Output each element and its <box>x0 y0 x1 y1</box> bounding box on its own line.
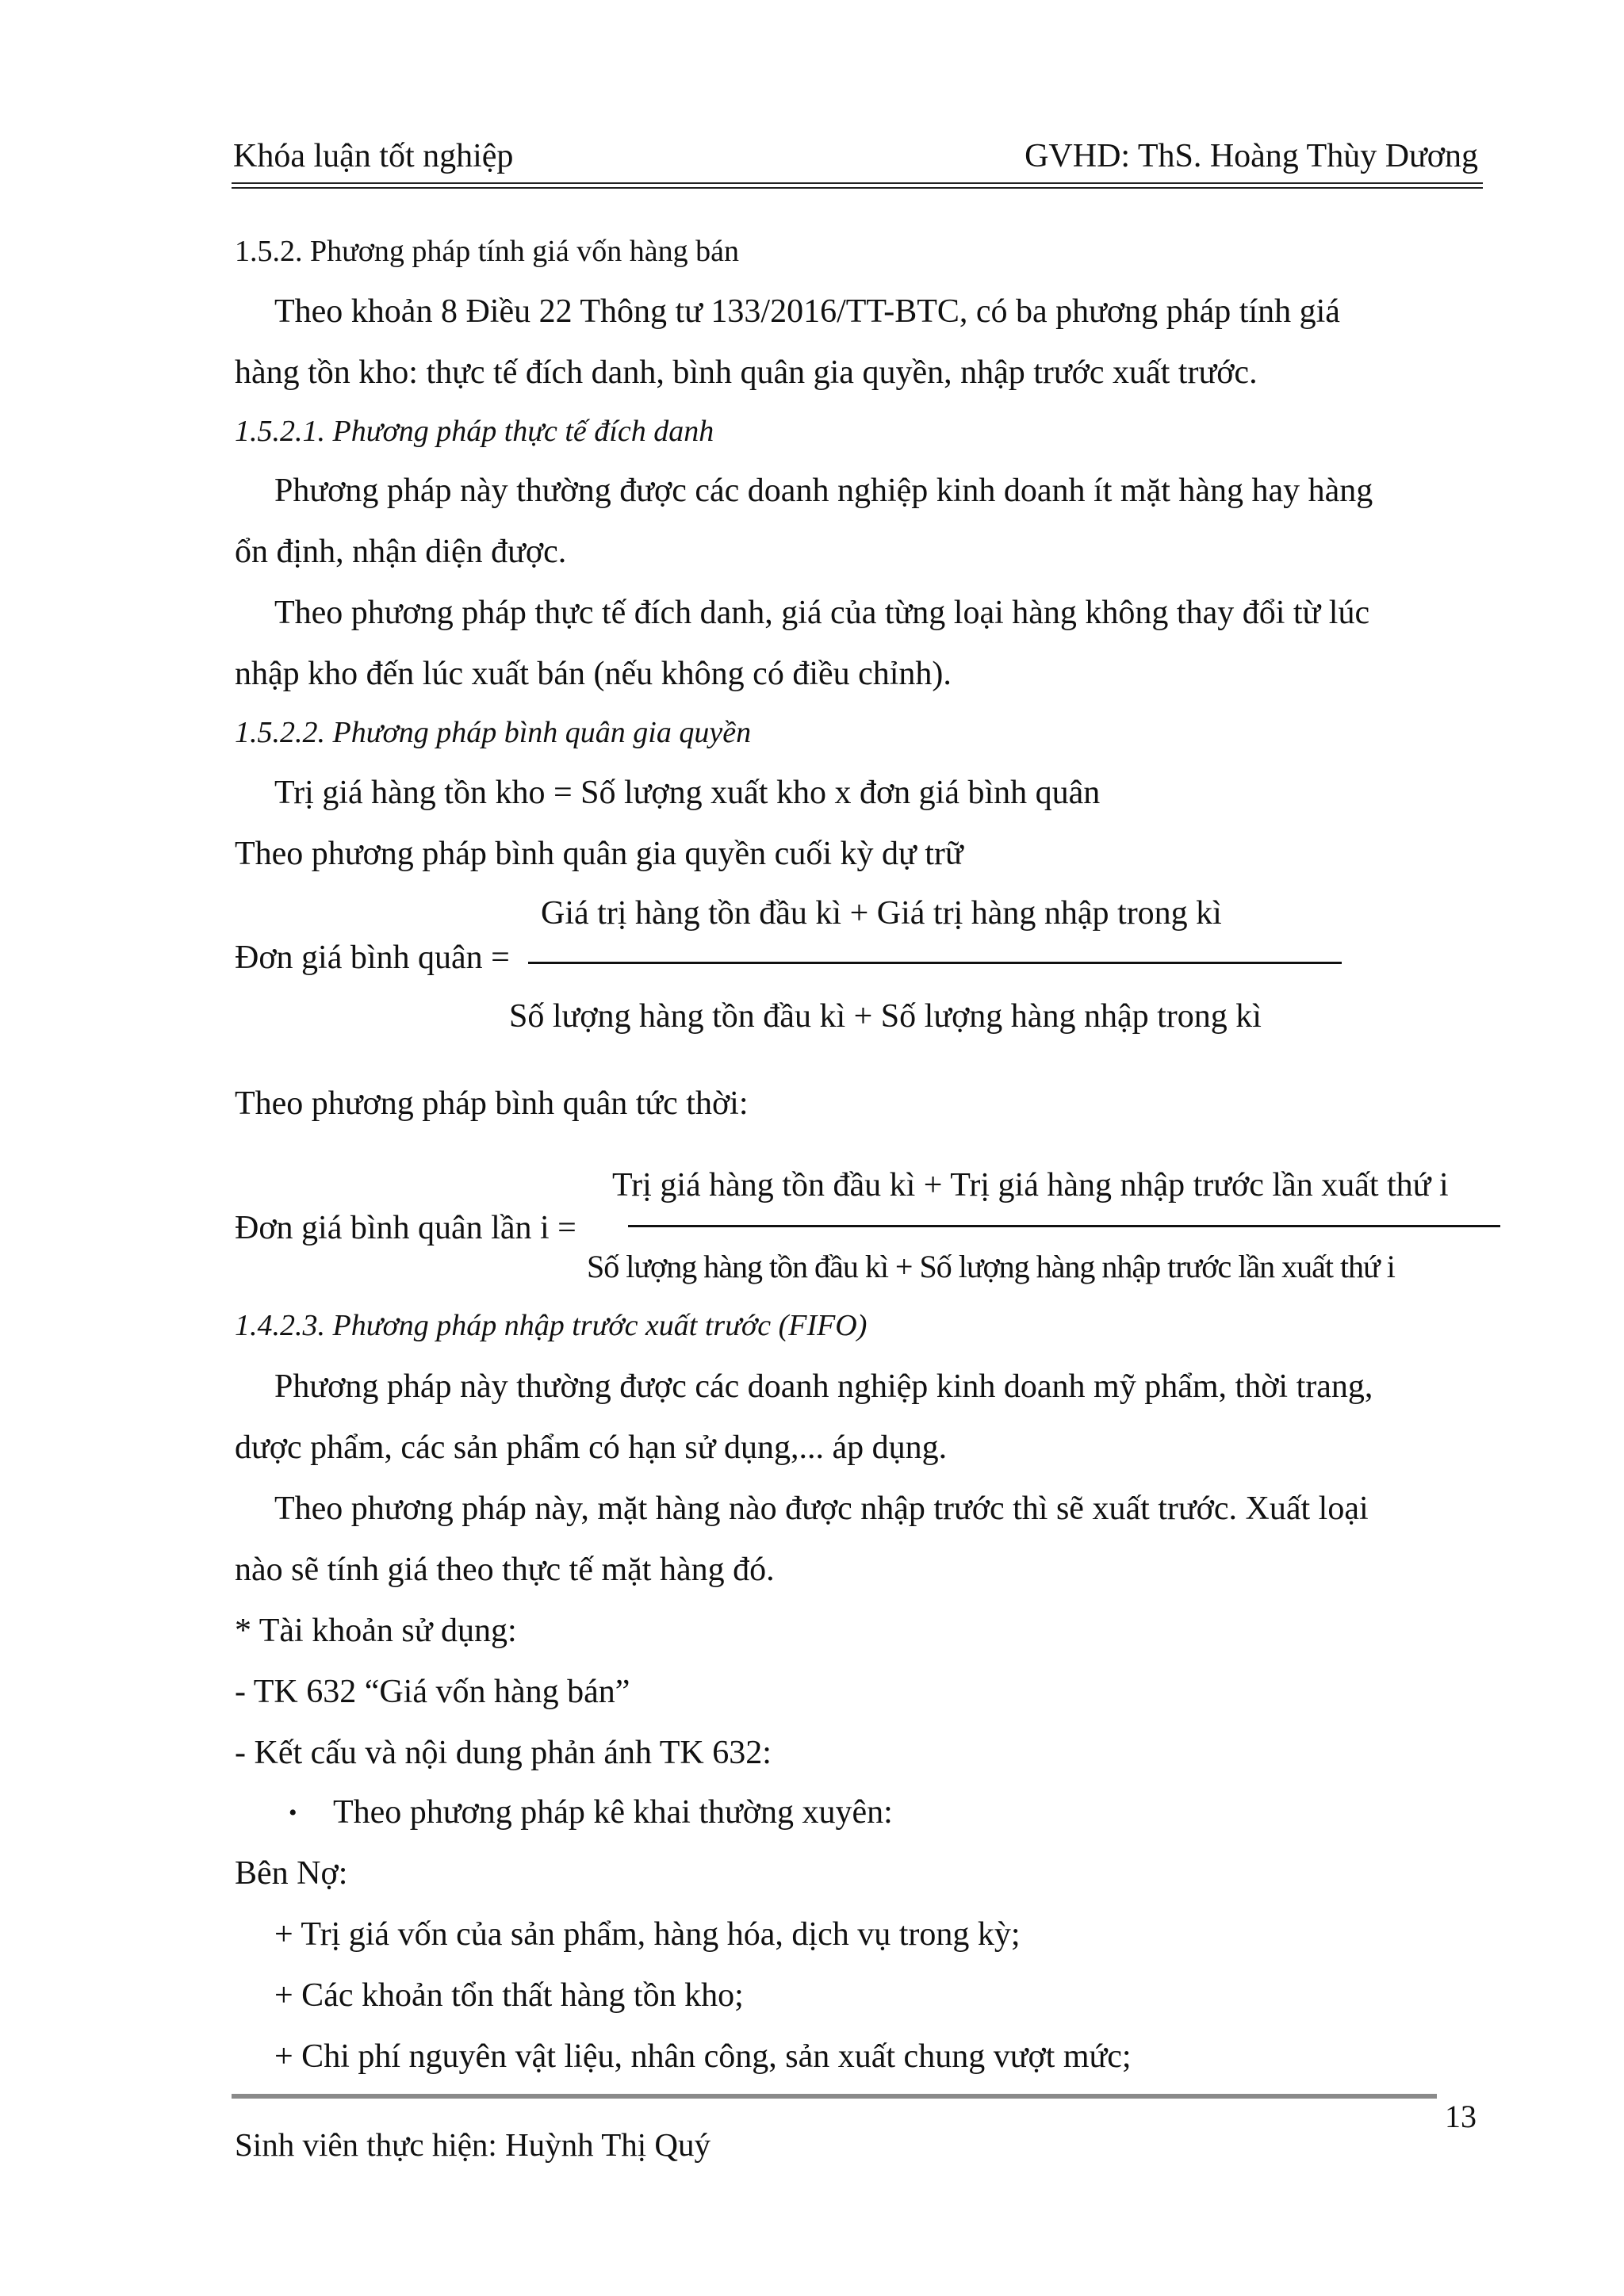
bullet-icon: • <box>289 1800 297 1826</box>
formula1-numerator: Giá trị hàng tồn đầu kì + Giá trị hàng nhập trong kì <box>541 895 1222 932</box>
header-supervisor-right: GVHD: ThS. Hoàng Thùy Dương <box>1025 138 1478 174</box>
debit-item: + Các khoản tổn thất hàng tồn kho; <box>274 1977 744 2014</box>
formula2-denominator: Số lượng hàng tồn đầu kì + Số lượng hàng nhập trước lần xuất thứ i <box>587 1249 1395 1284</box>
debit-item: + Chi phí nguyên vật liệu, nhân công, sản xuất chung vượt mức; <box>274 2038 1132 2075</box>
sub2-method-periodic: Theo phương pháp bình quân gia quyền cuối kỳ dự trữ <box>235 836 963 872</box>
header-title-left: Khóa luận tốt nghiệp <box>233 138 514 174</box>
header-rule-top <box>232 182 1483 184</box>
formula1-fraction-bar <box>528 962 1342 964</box>
account-structure-label: - Kết cấu và nội dung phản ánh TK 632: <box>235 1735 772 1771</box>
account-tk-632: - TK 632 “Giá vốn hàng bán” <box>235 1674 630 1710</box>
section-heading: 1.5.2. Phương pháp tính giá vốn hàng bán <box>235 235 739 268</box>
debit-item: + Trị giá vốn của sản phẩm, hàng hóa, dịch vụ trong kỳ; <box>274 1916 1021 1953</box>
formula1-lhs: Đơn giá bình quân = <box>235 939 510 976</box>
sub3-paragraph-1-line-1: Phương pháp này thường được các doanh nghiệp kinh doanh mỹ phẩm, thời trang, <box>274 1368 1373 1405</box>
page-number: 13 <box>1445 2099 1477 2134</box>
header-rule-bottom <box>232 187 1483 189</box>
sub3-paragraph-1-line-2: dược phẩm, các sản phẩm có hạn sử dụng,... áp dụng. <box>235 1429 948 1466</box>
footer-student: Sinh viên thực hiện: Huỳnh Thị Quý <box>235 2126 710 2163</box>
formula1-denominator: Số lượng hàng tồn đầu kì + Số lượng hàng nhập trong kì <box>509 998 1262 1035</box>
debit-side-label: Bên Nợ: <box>235 1855 348 1892</box>
account-used-label: * Tài khoản sử dụng: <box>235 1613 517 1649</box>
sub3-paragraph-2-line-2: nào sẽ tính giá theo thực tế mặt hàng đó. <box>235 1552 775 1588</box>
intro-line-1: Theo khoản 8 Điều 22 Thông tư 133/2016/TT-BTC, có ba phương pháp tính giá <box>274 293 1340 330</box>
sub2-method-moving: Theo phương pháp bình quân tức thời: <box>235 1085 749 1122</box>
subsection-heading-3: 1.4.2.3. Phương pháp nhập trước xuất trước (FIFO) <box>235 1309 868 1342</box>
formula2-lhs: Đơn giá bình quân lần i = <box>235 1210 576 1246</box>
sub2-inventory-formula: Trị giá hàng tồn kho = Số lượng xuất kho x đơn giá bình quân <box>274 775 1101 811</box>
sub1-paragraph-1-line-1: Phương pháp này thường được các doanh nghiệp kinh doanh ít mặt hàng hay hàng <box>274 473 1373 509</box>
sub1-paragraph-2-line-2: nhập kho đến lúc xuất bán (nếu không có điều chỉnh). <box>235 656 952 692</box>
sub1-paragraph-2-line-1: Theo phương pháp thực tế đích danh, giá của từng loại hàng không thay đổi từ lúc <box>274 595 1370 631</box>
formula2-fraction-bar <box>628 1225 1500 1227</box>
subsection-heading-1: 1.5.2.1. Phương pháp thực tế đích danh <box>235 415 714 448</box>
formula2-numerator: Trị giá hàng tồn đầu kì + Trị giá hàng nhập trước lần xuất thứ i <box>612 1167 1449 1203</box>
subsection-heading-2: 1.5.2.2. Phương pháp bình quân gia quyền <box>235 716 752 749</box>
sub1-paragraph-1-line-2: ổn định, nhận diện được. <box>235 534 567 570</box>
sub3-paragraph-2-line-1: Theo phương pháp này, mặt hàng nào được nhập trước thì sẽ xuất trước. Xuất loại <box>274 1490 1369 1527</box>
intro-line-2: hàng tồn kho: thực tế đích danh, bình quân gia quyền, nhập trước xuất trước. <box>235 354 1258 391</box>
footer-rule <box>232 2094 1437 2099</box>
bullet-text: Theo phương pháp kê khai thường xuyên: <box>333 1794 893 1831</box>
